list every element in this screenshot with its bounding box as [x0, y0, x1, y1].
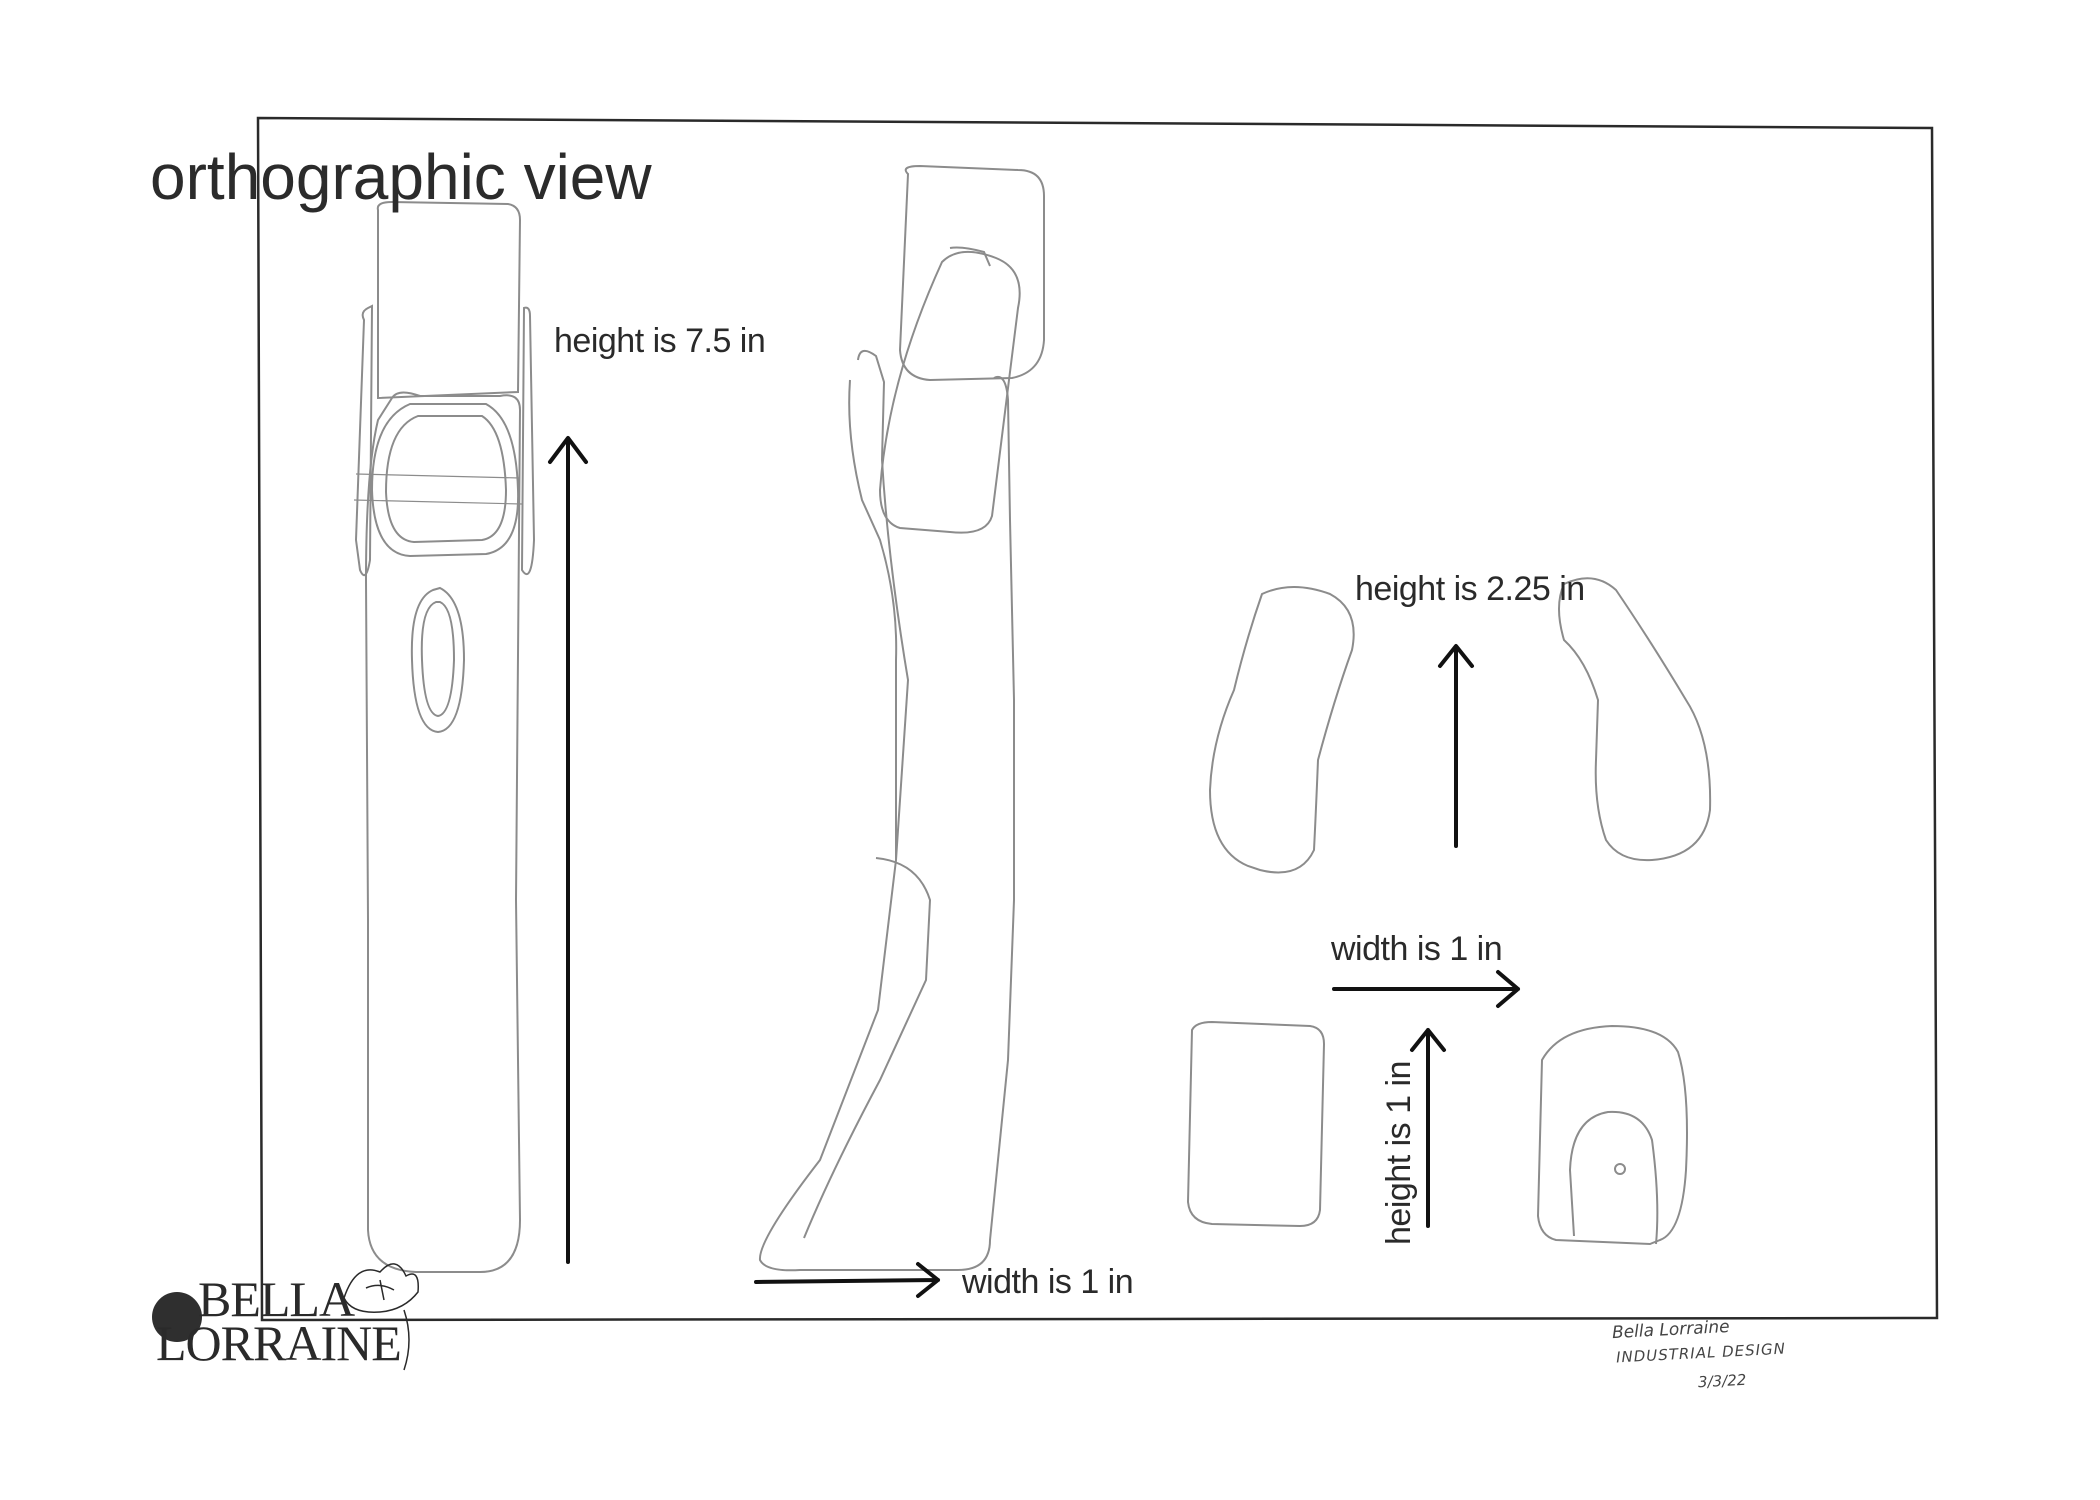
- width-arrow-small: [1334, 972, 1518, 1006]
- height-label-small: height is 1 in: [1380, 1061, 1418, 1245]
- logo-text-line1: BELLA: [198, 1271, 355, 1327]
- height-arrow-main: [550, 438, 586, 1262]
- brand-logo: [150, 1262, 430, 1382]
- height-label-main: height is 7.5 in: [554, 322, 766, 360]
- front-view-sketch: [354, 202, 534, 1272]
- height-arrow-top: [1440, 646, 1472, 846]
- logo-text-line2: LORRAINE: [156, 1315, 401, 1371]
- height-label-top: height is 2.25 in: [1355, 570, 1585, 608]
- top-view-sketch: [1210, 578, 1710, 872]
- designer-signature: [1611, 1316, 1832, 1410]
- width-label-side: width is 1 in: [962, 1263, 1134, 1301]
- bottom-view-sketch: [1188, 1022, 1687, 1244]
- dimension-arrows: [550, 438, 1518, 1296]
- drawing-frame: [258, 118, 1937, 1320]
- width-arrow-side: [756, 1264, 938, 1296]
- width-label-small: width is 1 in: [1331, 930, 1503, 968]
- side-view-sketch: [760, 166, 1044, 1270]
- signature-title: INDUSTRIAL DESIGN: [1615, 1339, 1787, 1367]
- drawing-title: orthographic view: [150, 141, 652, 213]
- signature-date: 3/3/22: [1697, 1370, 1747, 1392]
- signature-name: Bella Lorraine: [1611, 1316, 1731, 1344]
